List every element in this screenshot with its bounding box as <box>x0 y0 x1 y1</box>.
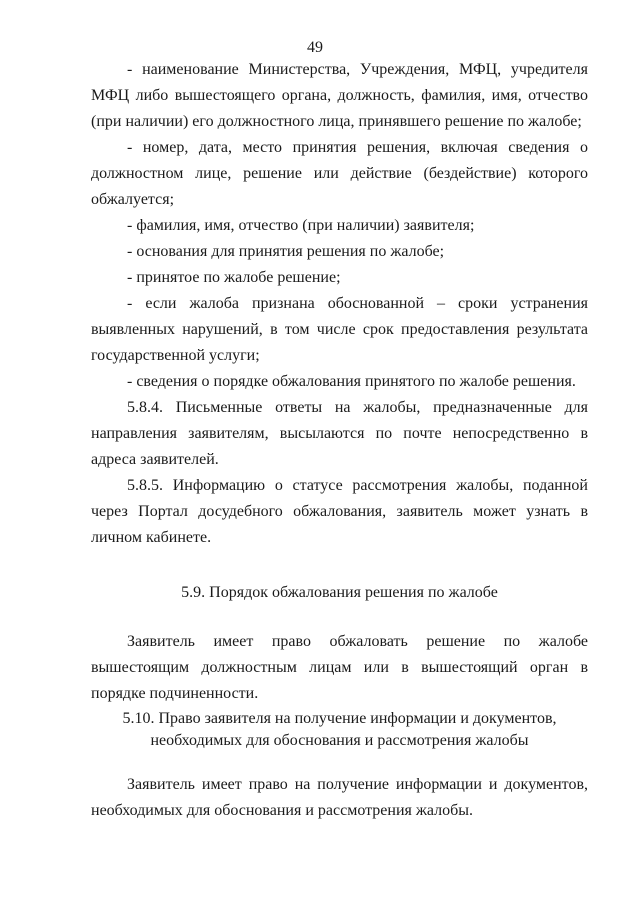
section-5-10-heading-line1: 5.10. Право заявителя на получение информации и документов, <box>122 710 557 727</box>
page-number: 49 <box>307 39 323 56</box>
paragraph-appeal-procedure: - сведения о порядке обжалования принятого по жалобе решения. <box>127 373 576 390</box>
section-5-9 <box>91 582 588 604</box>
section-5-9-heading: 5.9. Порядок обжалования решения по жалобе <box>181 584 498 601</box>
section-5-10-body <box>91 772 588 824</box>
section-5-10-text: Заявитель имеет право на получение информации и документов, необходимых для обоснования и рассмотрения жалобы. <box>91 776 588 819</box>
paragraph-5-8-5: 5.8.5. Информацию о статусе рассмотрения жалобы, поданной через Портал досудебного обжалования, заявитель может узнать в личном кабинете. <box>91 477 588 546</box>
section-5-10 <box>91 708 588 752</box>
section-5-9-text: Заявитель имеет право обжаловать решение по жалобе вышестоящим должностным лицам или в вышестоящий орган в порядке подчиненности. <box>91 633 588 702</box>
paragraph-elimination-terms: - если жалоба признана обоснованной – сроки устранения выявленных нарушений, в том числе срок предоставления результата государственной услуги; <box>91 295 588 364</box>
paragraph-decision-number: - номер, дата, место принятия решения, включая сведения о должностном лице, решение или действие (бездействие) которого обжалуется; <box>91 139 588 208</box>
paragraph-ministry-name: - наименование Министерства, Учреждения, МФЦ, учредителя МФЦ либо вышестоящего органа, должность, фамилия, имя, отчество (при наличии) его должностного лица, принявшего решение по жалобе; <box>91 61 588 130</box>
section-5-9-body <box>91 629 588 707</box>
paragraph-decision-taken: - принятое по жалобе решение; <box>127 269 341 286</box>
paragraph-decision-grounds: - основания для принятия решения по жалобе; <box>127 243 445 260</box>
section-5-10-heading-line2: необходимых для обоснования и рассмотрения жалобы <box>150 732 529 749</box>
main-text-block <box>91 57 588 551</box>
paragraph-applicant-name: - фамилия, имя, отчество (при наличии) заявителя; <box>127 217 475 234</box>
paragraph-5-8-4: 5.8.4. Письменные ответы на жалобы, предназначенные для направления заявителям, высылаются по почте непосредственно в адреса заявителей. <box>91 399 588 468</box>
